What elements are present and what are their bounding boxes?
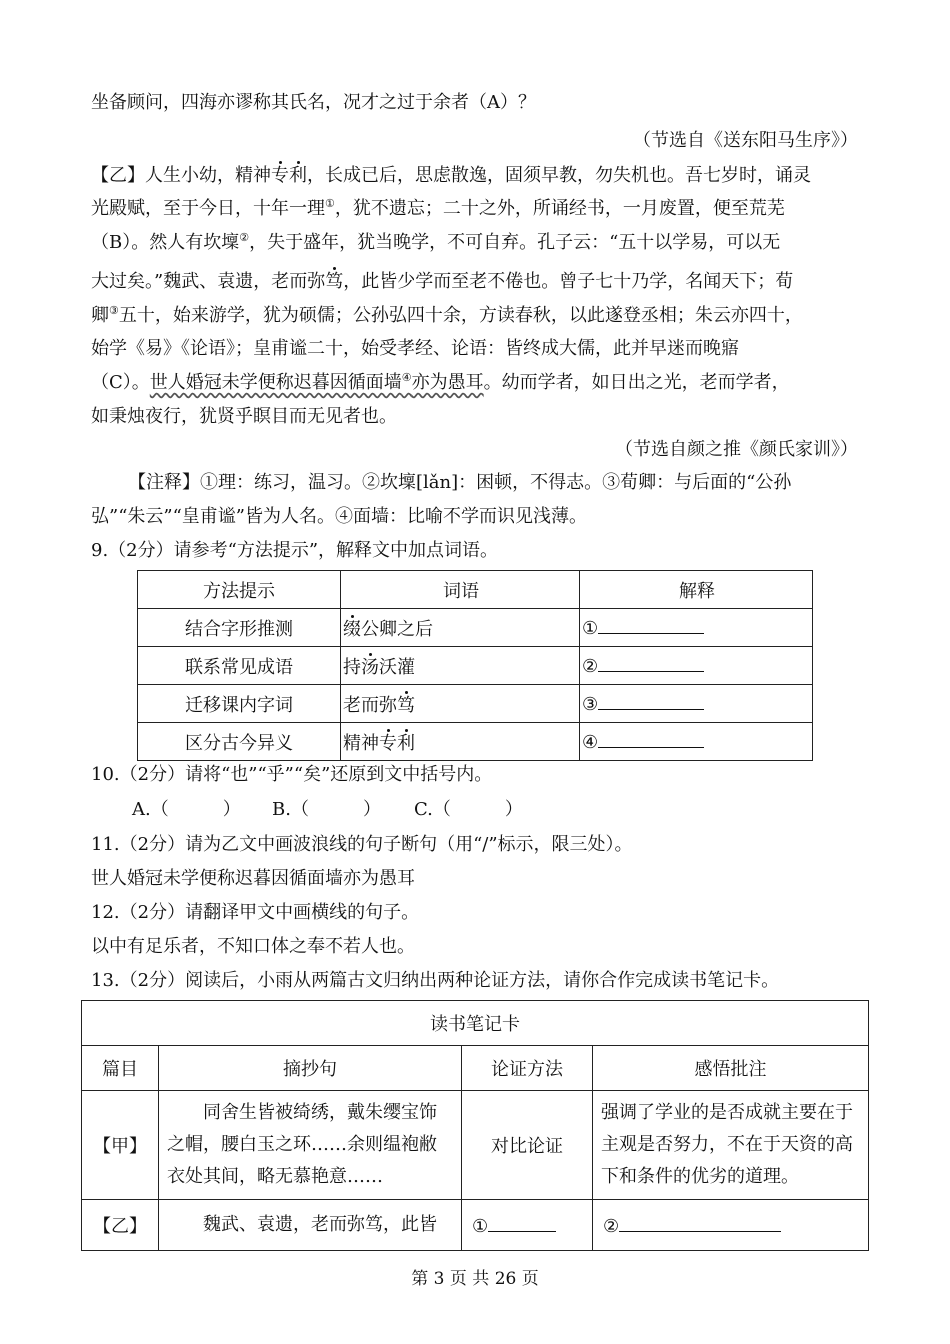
- passage-b-line-6: 始学《易》《论语》；皇甫谧二十，始受孝经、论语：皆终成大儒，此并早迷而晚寤: [91, 338, 739, 359]
- dotted-char: 专: [271, 165, 289, 186]
- answer-blank[interactable]: ②: [580, 647, 813, 685]
- row-label: 【乙】: [82, 1200, 159, 1251]
- q10-option-c[interactable]: C.（ ）: [414, 799, 523, 820]
- header-argument: 论证方法: [462, 1046, 593, 1091]
- answer-blank[interactable]: ③: [580, 685, 813, 723]
- q11-sentence: 世人婚冠未学便称迟暮因循面墙亦为愚耳: [91, 868, 415, 889]
- header-excerpt: 摘抄句: [159, 1046, 462, 1091]
- header-comment: 感悟批注: [593, 1046, 869, 1091]
- passage-a-tail: 坐备顾问，四海亦谬称其氏名，况才之过于余者（A）？: [91, 92, 536, 113]
- footnote-mark: ②: [239, 231, 250, 244]
- question-9: 9.（2分）请参考“方法提示”，解释文中加点词语。: [91, 540, 499, 561]
- question-13: 13.（2分）阅读后，小雨从两篇古文归纳出两种论证方法，请你合作完成读书笔记卡。: [91, 970, 780, 991]
- q12-sentence: 以中有足乐者，不知口体之奉不若人也。: [91, 936, 415, 957]
- table-row: 区分古今异义 精神专利 ④: [138, 723, 813, 761]
- answer-blank[interactable]: ①: [462, 1200, 593, 1251]
- answer-blank[interactable]: ④: [580, 723, 813, 761]
- dotted-char: 笃: [325, 271, 344, 292]
- table-row: [82, 1091, 869, 1200]
- passage-b-line-3: （B）。然人有坎壈②，失于盛年，犹当晚学，不可自弃。孔子云：“五十以学易，可以无: [91, 231, 781, 253]
- wavy-underlined-sentence: 世人婚冠未学便称迟暮因循面墙④亦为愚耳: [149, 371, 484, 393]
- answer-blank[interactable]: ②: [593, 1200, 869, 1251]
- dotted-char: 利: [289, 165, 307, 186]
- excerpt-cell: 魏武、袁遗，老而弥笃，此皆: [159, 1200, 462, 1251]
- reading-note-card: [81, 1000, 869, 1251]
- header-meaning: 解释: [580, 571, 813, 609]
- page-footer: 第 3 页 共 26 页: [411, 1269, 539, 1289]
- method-cell: 对比论证: [462, 1091, 593, 1200]
- dotted-char: 利: [397, 732, 415, 754]
- notes-line-1: 【注释】①理：练习，温习。②坎壈[lǎn]：困顿，不得志。③荀卿：与后面的“公孙: [128, 472, 792, 493]
- source-b: （节选自颜之推《颜氏家训》）: [615, 439, 858, 460]
- answer-blank[interactable]: ①: [580, 609, 813, 647]
- source-a: （节选自《送东阳马生序》）: [633, 130, 858, 151]
- dotted-char: 笃: [397, 694, 415, 716]
- table-row: 迁移课内字词 老而弥笃 ③: [138, 685, 813, 723]
- footnote-mark: ①: [325, 197, 335, 210]
- q10-option-b[interactable]: B.（ ）: [272, 799, 381, 820]
- dotted-char: 专: [379, 732, 397, 754]
- passage-b-line-7: （C）。世人婚冠未学便称迟暮因循面墙④亦为愚耳。幼而学者，如日出之光，老而学者，: [91, 371, 790, 393]
- method-table: [137, 570, 813, 761]
- table-row: 结合字形推测 缀公卿之后 ①: [138, 609, 813, 647]
- question-12: 12.（2分）请翻译甲文中画横线的句子。: [91, 902, 420, 923]
- passage-b-line-2: 光殿赋，至于今日，十年一理①，犹不遗忘；二十之外，所诵经书，一月废置，便至荒芜: [91, 197, 785, 219]
- header-method: 方法提示: [138, 571, 341, 609]
- question-11: 11.（2分）请为乙文中画波浪线的句子断句（用“/”标示，限三处）。: [91, 834, 633, 855]
- table-row: [82, 1200, 869, 1251]
- passage-b-line-1: 【乙】人生小幼，精神专利，长成已后，思虑散逸，固须早教，勿失机也。吾七岁时，诵灵: [91, 165, 811, 186]
- q10-option-a[interactable]: A.（ ）: [132, 799, 241, 820]
- dotted-char: 汤: [361, 656, 379, 678]
- footnote-mark: ③: [109, 304, 119, 317]
- table-row: 联系常见成语 持汤沃灌 ②: [138, 647, 813, 685]
- header-title: 篇目: [82, 1046, 159, 1091]
- dotted-char: 缀: [343, 618, 361, 640]
- notes-line-2: 弘”“朱云”“皇甫谧”皆为人名。④面墙：比喻不学而识见浅薄。: [91, 506, 588, 527]
- card-title: 读书笔记卡: [82, 1001, 869, 1046]
- comment-cell: 强调了学业的是否成就主要在于主观是否努力，不在于天资的高下和条件的优劣的道理。: [593, 1091, 869, 1200]
- row-label: 【甲】: [82, 1091, 159, 1200]
- passage-b-line-4: 大过矣。”魏武、袁遗，老而弥笃，此皆少学而至老不倦也。曾子七十乃学，名闻天下；荀: [91, 271, 794, 292]
- passage-b-line-8: 如秉烛夜行，犹贤乎瞑目而无见者也。: [91, 406, 397, 427]
- passage-b-line-5: 卿③五十，始来游学，犹为硕儒；公孙弘四十余，方读春秋，以此遂登丞相；朱云亦四十，: [91, 304, 803, 326]
- header-word: 词语: [341, 571, 580, 609]
- question-10: 10.（2分）请将“也”“乎”“矣”还原到文中括号内。: [91, 764, 493, 785]
- excerpt-cell: 同舍生皆被绮绣，戴朱缨宝饰之帽，腰白玉之环……余则缊袍敝衣处其间，略无慕艳意……: [159, 1091, 462, 1200]
